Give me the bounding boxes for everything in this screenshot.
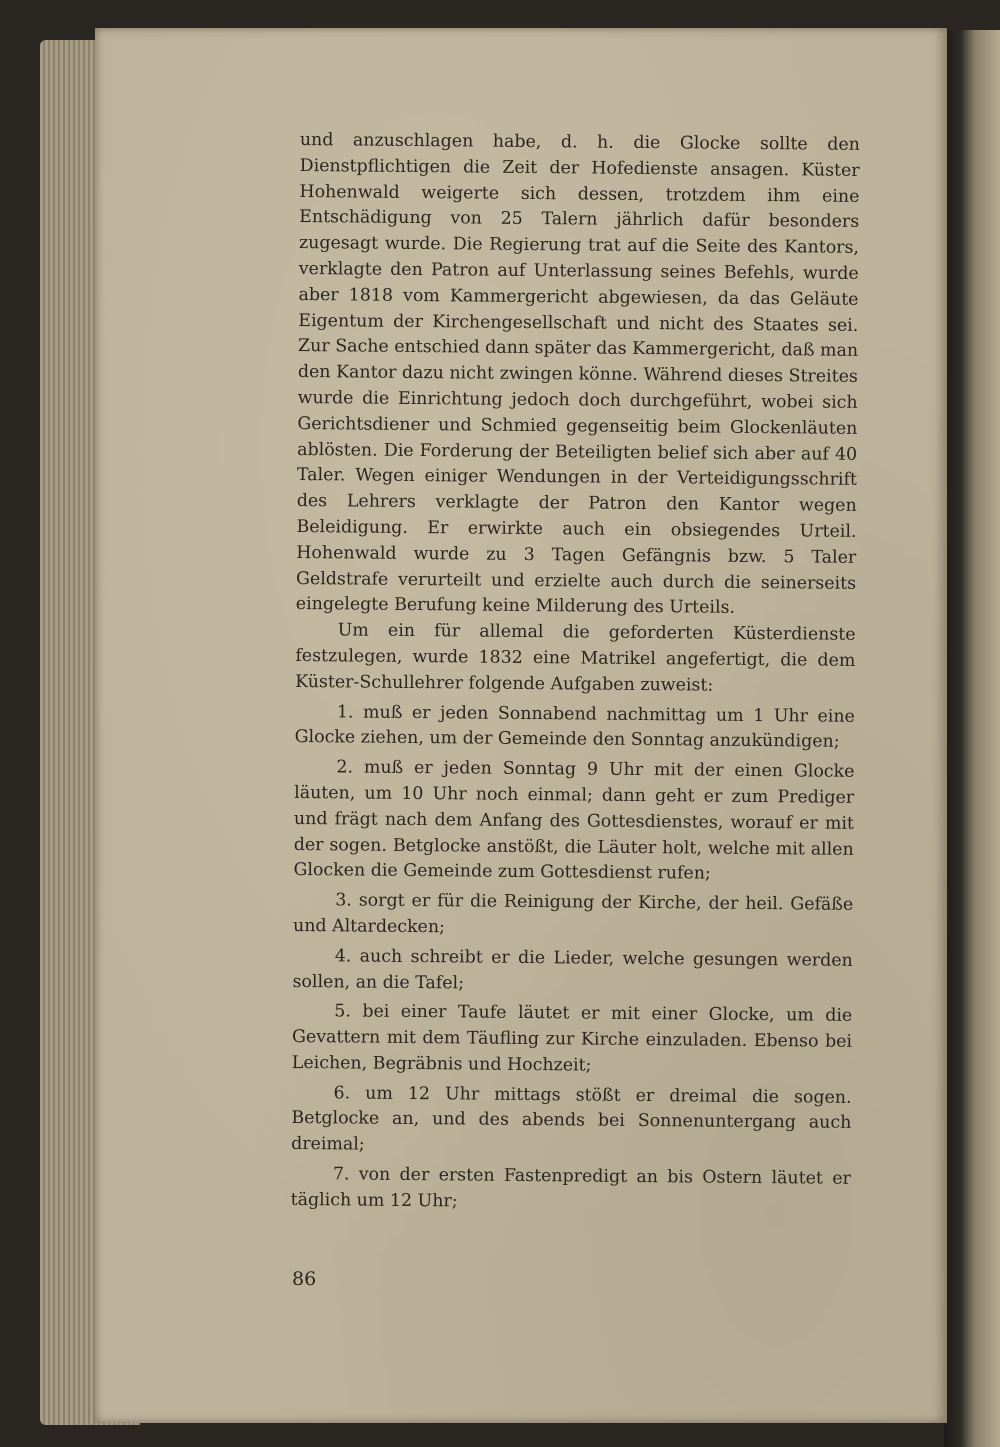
list-item-3: 3. sorgt er für die Reinigung der Kirche, der heil. Gefäße und Altardecken; xyxy=(292,890,854,938)
paragraph-1: und anzuschlagen habe, d. h. die Glocke sollte den Dienstpflichtigen die Zeit der Hofedienste ansagen. Küster Hohenwald weigerte sich dessen, trotzdem ihm eine Entschädigung von 25 Talern jährlich dafür besonders zugesagt wurde. Die Regierung trat auf die Seite des Kantors, verklagte den Patron auf Unterlassung seines Befehls, wurde aber 1818 vom Kammergericht abgewiesen, da das Geläute Eigentum der Kirchengesellschaft und nicht des Staates sei. Zur Sache entschied dann später das Kammergericht, daß man den Kantor dazu nicht zwingen könne. Während dieses Streites wurde die Einrichtung jedoch doch durchgeführt, wobei sich Gerichtsdiener und Schmied gegenseitig beim Glockenläuten ablösten. Die Forderung der Beteiligten belief sich aber auf 40 Taler. Wegen einiger Wendungen in der Verteidigungsschrift des Lehrers verklagte der Patron den Kantor wegen Beleidigung. Er erwirkte auch ein obsiegendes Urteil. Hohenwald wurde zu 3 Tagen Gefängnis bzw. 5 Taler Geldstrafe verurteilt und erzielte auch durch die seinerseits eingelegte Berufung keine Milderung des Urteils. xyxy=(295,129,860,619)
list-item-4: 4. auch schreibt er die Lieder, welche gesungen werden sollen, an die Tafel; xyxy=(292,946,853,993)
body-text xyxy=(291,128,860,1219)
list-item-5: 5. bei einer Taufe läutet er mit einer Glocke, um die Gevattern mit dem Täufling zur Kirche einzuladen. Ebenso bei Leichen, Begräbnis und Hochzeit; xyxy=(291,1001,853,1076)
page-number: 86 xyxy=(292,1268,317,1290)
list-item-6: 6. um 12 Uhr mittags stößt er dreimal die sogen. Betglocke an, und des abends bei Sonnenuntergang auch dreimal; xyxy=(291,1083,852,1155)
list-item-7: 7. von der ersten Fastenpredigt an bis Ostern läutet er täglich um 12 Uhr; xyxy=(290,1164,851,1212)
paragraph-2: Um ein für allemal die geforderten Küsterdienste festzulegen, wurde 1832 eine Matrikel angefertigt, die dem Küster-Schullehrer folgende Aufgaben zuweist: xyxy=(295,620,856,696)
list-item-2: 2. muß er jeden Sonntag 9 Uhr mit der einen Glocke läuten, um 10 Uhr noch einmal; dann geht er zum Prediger und frägt nach dem Anfang des Gottesdienstes, worauf er mit der sogen. Betglocke anstößt, die Läuter holt, welche mit allen Glocken die Gemeinde zum Gottesdienst rufen; xyxy=(293,757,855,884)
list-item-1: 1. muß er jeden Sonnabend nachmittag um 1 Uhr eine Glocke ziehen, um der Gemeinde den Sonntag anzukündigen; xyxy=(294,701,855,753)
facing-page-edge xyxy=(944,30,1000,1447)
